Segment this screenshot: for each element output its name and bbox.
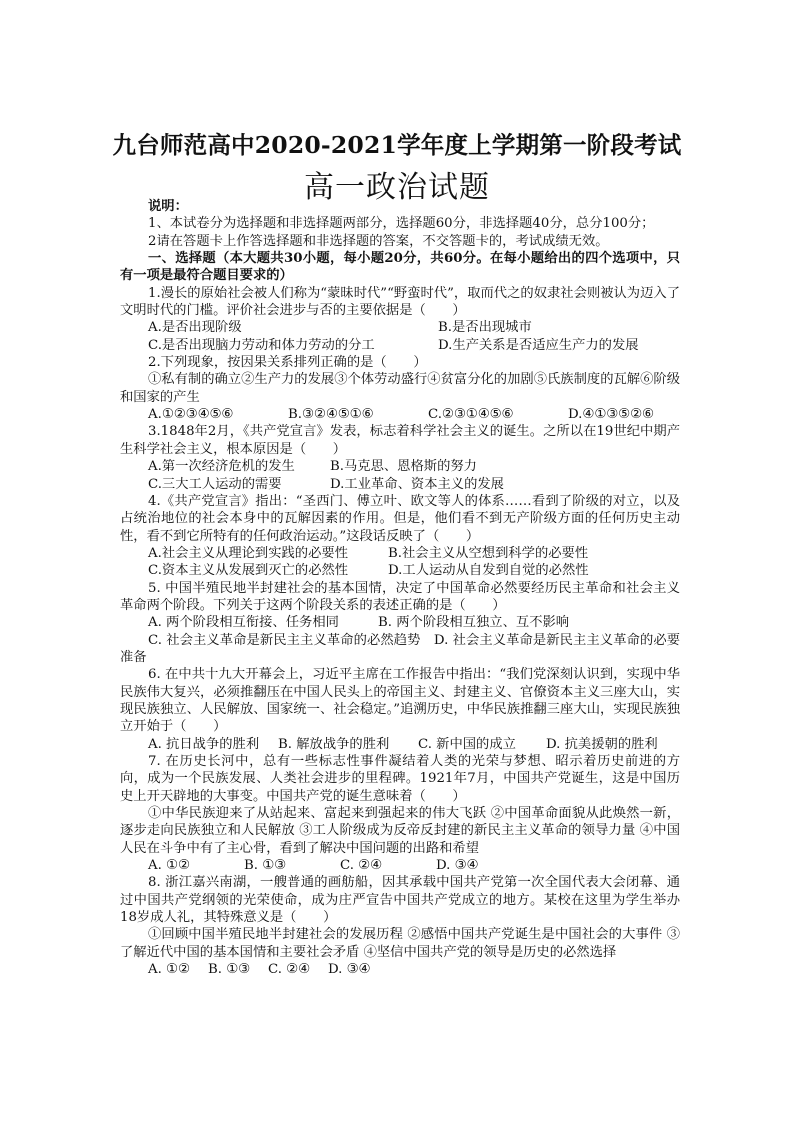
- exam-title: 九台师范高中2020-2021学年度上学期第一阶段考试: [112, 131, 682, 159]
- question-4-stem: 4.《共产党宣言》指出：“圣西门、傅立叶、欧文等人的体系……看到了阶级的对立，以及占统治地位的社会本身中的瓦解因素的作用。但是，他们看不到无产阶级方面的任何历史主动性，看不到它所特有的任何政治运动。”这段话反映了（ ）: [120, 493, 680, 544]
- option-a: A.第一次经济危机的发生: [148, 459, 295, 475]
- exam-body: [120, 198, 680, 978]
- question-3-options-ab: [120, 458, 680, 475]
- option-d: D. 抗美援朝的胜利: [546, 736, 658, 752]
- option-b: B. ①③: [244, 858, 287, 874]
- option-a: A. 抗日战争的胜利: [148, 736, 260, 752]
- option-b: B. ①③: [208, 962, 251, 978]
- question-4-options-ab: [120, 545, 680, 562]
- option-d: D. ③④: [328, 962, 371, 978]
- question-1-options-cd: [120, 337, 680, 354]
- question-2-options: [120, 406, 680, 423]
- option-b: B.马克思、恩格斯的努力: [330, 459, 477, 475]
- exam-subtitle: 高一政治试题: [304, 170, 490, 205]
- question-8-stem: 8. 浙江嘉兴南湖，一艘普通的画舫船，因其承载中国共产党第一次全国代表大会闭幕、通过中国共产党纲领的光荣使命，成为庄严宣告中国共产党成立的地方。某校在这里为学生举办18岁成人礼，其特殊意义是（ ）: [120, 875, 680, 926]
- question-7-options: [120, 857, 680, 874]
- instructions-label: 说明：: [148, 199, 188, 214]
- option-d: D. 社会主义革命是新民主主义革命的必要准备: [120, 632, 681, 665]
- option-c: C. ②④: [268, 962, 310, 978]
- option-d: D.工人运动从自发到自觉的必然性: [388, 563, 589, 579]
- option-a: A.是否出现阶级: [148, 320, 242, 336]
- option-a: A.①②③④⑤⑥: [148, 407, 234, 423]
- question-5-options-ab: [120, 614, 680, 631]
- question-3-stem: 3.1848年2月，《共产党宣言》发表，标志着科学社会主义的诞生。之所以在19世纪中期产生科学社会主义，根本原因是（ ）: [120, 424, 680, 457]
- option-a: A. ①②: [148, 962, 190, 978]
- option-b: B. 两个阶段相互独立、互不影响: [378, 615, 570, 631]
- question-8-items: ①回顾中国半殖民地半封建社会的发展历程 ②感悟中国共产党诞生是中国社会的大事件 ③了解近代中国的基本国情和主要社会矛盾 ④坚信中国共产党的领导是历史的必然选择: [120, 927, 680, 960]
- question-1-stem: 1.漫长的原始社会被人们称为“蒙昧时代”“野蛮时代”，取而代之的奴隶社会则被认为迈入了文明时代的门槛。评价社会进步与否的主要依据是（ ）: [120, 285, 680, 319]
- option-d: D.生产关系是否适应生产力的发展: [438, 337, 639, 353]
- option-b: B.③②④⑤①⑥: [288, 407, 374, 423]
- question-3-options-cd: [120, 476, 680, 493]
- question-7-stem: 7. 在历史长河中，总有一些标志性事件凝结着人类的光荣与梦想、昭示着历史前进的方向，成为一个民族发展、人类社会进步的里程碑。1921年7月，中国共产党诞生，这是中国历史上开天辟地的大事变。中国共产党的诞生意味着（ ）: [120, 754, 680, 804]
- question-4-options-cd: [120, 562, 680, 579]
- question-8-options: [120, 961, 680, 978]
- option-c: C. 新中国的成立: [418, 736, 516, 752]
- section-heading: 一、选择题（本大题共30小题，每小题20分，共60分。在每小题给出的四个选项中，只有一项是最符合题目要求的）: [120, 251, 680, 284]
- question-5-options-cd: [120, 632, 680, 667]
- option-c: C.是否出现脑力劳动和体力劳动的分工: [148, 337, 375, 353]
- instruction-2: 2请在答题卡上作答选择题和非选择题的答案，不交答题卡的，考试成绩无效。: [148, 233, 609, 249]
- instruction-1: 1、本试卷分为选择题和非选择题两部分，选择题60分，非选择题40分，总分100分；: [148, 216, 655, 232]
- option-a: A.社会主义从理论到实践的必要性: [148, 545, 348, 561]
- option-b: B. 解放战争的胜利: [278, 736, 390, 752]
- question-1-options-ab: [120, 319, 680, 336]
- option-c: C. ②④: [340, 858, 382, 874]
- option-c: C.资本主义从发展到灭亡的必然性: [148, 563, 349, 579]
- option-c: C.三大工人运动的需要: [148, 476, 282, 492]
- option-c: C.②③①④⑤⑥: [428, 407, 514, 423]
- question-5-stem: 5. 中国半殖民地半封建社会的基本国情，决定了中国革命必然要经历民主革命和社会主义革命两个阶段。下列关于这两个阶段关系的表述正确的是（ ）: [120, 580, 680, 613]
- question-7-items: ①中华民族迎来了从站起来、富起来到强起来的伟大飞跃 ②中国革命面貌从此焕然一新，逐步走向民族独立和人民解放 ③工人阶级成为反帝反封建的新民主主义革命的领导力量 ④中国人民在斗争中有了主心骨，看到了解决中国问题的出路和希望: [120, 806, 680, 856]
- option-a: A. 两个阶段相互衔接、任务相同: [148, 615, 339, 631]
- option-d: D. ③④: [436, 858, 479, 874]
- option-b: B.是否出现城市: [438, 320, 532, 336]
- option-d: D.④①③⑤②⑥: [568, 407, 654, 423]
- option-c: C. 社会主义革命是新民主主义革命的必然趋势: [148, 632, 421, 648]
- question-6-options: [120, 736, 680, 753]
- question-2-items: ①私有制的确立②生产力的发展③个体劳动盛行④贫富分化的加剧⑤氏族制度的瓦解⑥阶级和国家的产生: [120, 372, 680, 405]
- question-2-stem: 2.下列现象，按因果关系排列正确的是（ ）: [148, 355, 427, 371]
- option-a: A. ①②: [148, 858, 190, 874]
- question-6-stem: 6. 在中共十九大开幕会上，习近平主席在工作报告中指出：“我们党深刻认识到，实现中华民族伟大复兴，必须推翻压在中国人民头上的帝国主义、封建主义、官僚资本主义三座大山，实现民族独立、人民解放、国家统一、社会稳定。”追溯历史，中华民族推翻三座大山，实现民族独立开始于（ ）: [120, 667, 680, 735]
- option-b: B.社会主义从空想到科学的必要性: [388, 545, 589, 561]
- option-d: D.工业革命、资本主义的发展: [330, 476, 504, 492]
